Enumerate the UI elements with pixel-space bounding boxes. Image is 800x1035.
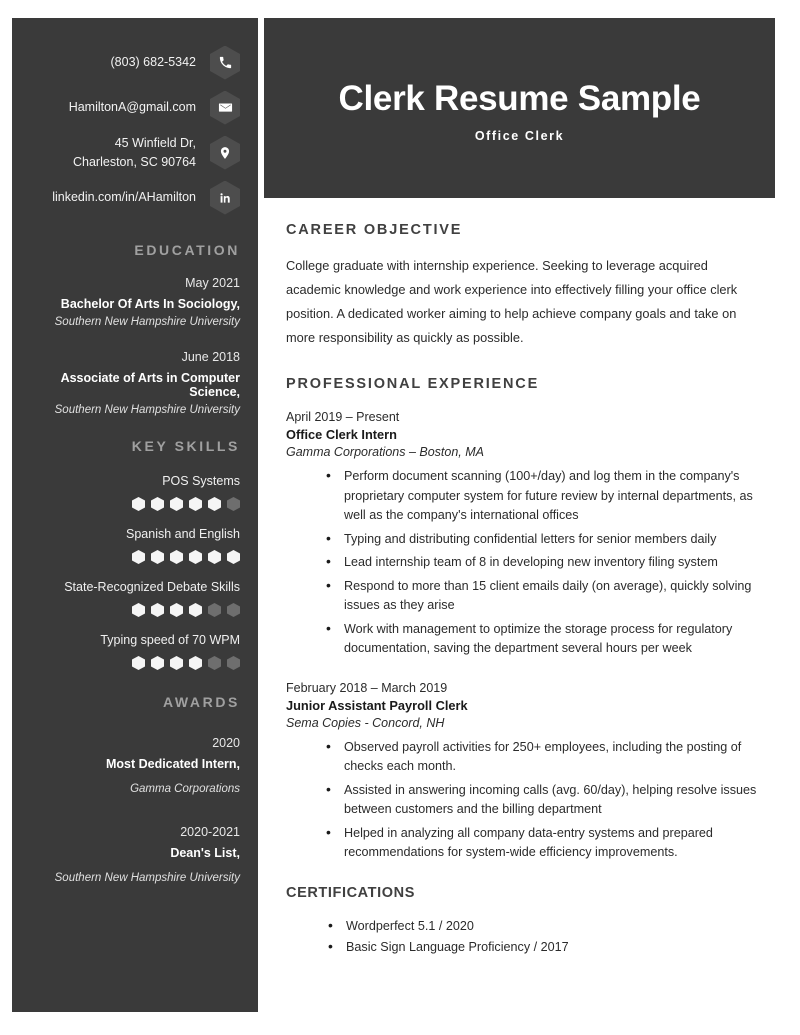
skill-item (12, 474, 258, 511)
skill-rating (22, 497, 240, 511)
skill-label: POS Systems (162, 474, 240, 488)
job-bullets (286, 467, 763, 659)
education-date: June 2018 (181, 350, 240, 364)
sidebar (12, 18, 258, 1012)
section-heading-career-objective: CAREER OBJECTIVE (286, 222, 463, 238)
job-title: Junior Assistant Payroll Clerk (286, 697, 468, 713)
education-degree: Associate of Arts in Computer Science, (60, 371, 240, 399)
contact-row-email (12, 85, 258, 130)
contact-row-address (12, 130, 258, 175)
rating-dot-empty (208, 656, 221, 670)
education-item (12, 276, 258, 328)
contact-address-text (22, 134, 210, 172)
rating-dot-filled (151, 656, 164, 670)
education-item (12, 350, 258, 416)
sidebar-heading-key-skills: KEY SKILLS (131, 438, 240, 454)
education-school: Southern New Hampshire University (54, 404, 240, 416)
certification-list (286, 917, 763, 958)
rating-dot-filled (170, 550, 183, 564)
skill-label: Typing speed of 70 WPM (100, 633, 240, 647)
sidebar-heading-education: EDUCATION (134, 242, 240, 258)
envelope-icon (210, 91, 240, 125)
rating-dot-filled (132, 603, 145, 617)
award-item (12, 825, 258, 884)
award-title: Dean's List, (170, 846, 240, 860)
bullet-item: • Helped in analyzing all company data-entry systems and prepared recommendations for system-wide efficiency improvements. (326, 824, 763, 863)
job-entry (286, 681, 763, 730)
job-title: Office Clerk Intern (286, 427, 397, 442)
award-date: 2020 (212, 736, 240, 750)
rating-dot-filled (132, 497, 145, 511)
contact-row-linkedin[interactable] (12, 175, 258, 220)
contact-list (12, 18, 258, 226)
rating-dot-filled (132, 550, 145, 564)
section-heading-certifications: CERTIFICATIONS (286, 884, 415, 901)
rating-dot-filled (151, 497, 164, 511)
award-org: Gamma Corporations (130, 783, 240, 795)
rating-dot-empty (227, 656, 240, 670)
bullet-item: • Wordperfect 5.1 / 2020 (328, 917, 763, 937)
rating-dot-filled (132, 656, 145, 670)
rating-dot-filled (151, 550, 164, 564)
job-bullets (286, 738, 763, 863)
rating-dot-filled (151, 603, 164, 617)
skill-label: Spanish and English (126, 527, 240, 541)
rating-dot-filled (208, 497, 221, 511)
phone-icon (210, 46, 240, 80)
bullet-item: • Observed payroll activities for 250+ employees, including the posting of checks each month. (326, 738, 763, 777)
bullet-item: • Perform document scanning (100+/day) and log them in the company's proprietary computer system for future review by internal departments, as well as the company's international offices (326, 467, 763, 526)
skill-rating (22, 550, 240, 564)
skill-item (12, 580, 258, 617)
career-objective-text: College graduate with internship experience. Seeking to leverage acquired academic knowledge and work experience into effectively filling your office clerk position. A dedicated worker aiming to help achieve company goals and take on more responsibility as quickly as possible. (286, 258, 738, 345)
contact-email-text (22, 98, 210, 117)
rating-dot-empty (227, 603, 240, 617)
award-date: 2020-2021 (180, 825, 240, 839)
contact-phone-line: (803) 682-5342 (110, 55, 196, 69)
bullet-item: • Respond to more than 15 client emails daily (on average), quickly solving issues as they arise (326, 577, 763, 616)
education-date: May 2021 (185, 276, 240, 290)
skill-item (12, 527, 258, 564)
rating-dot-empty (208, 603, 221, 617)
section-heading-professional-experience: PROFESSIONAL EXPERIENCE (286, 376, 540, 392)
skill-rating (22, 656, 240, 670)
education-school: Southern New Hampshire University (54, 316, 240, 328)
rating-dot-filled (170, 603, 183, 617)
header-banner (264, 18, 775, 198)
bullet-item: • Typing and distributing confidential letters for senior members daily (326, 530, 763, 550)
contact-email-line: HamiltonA@gmail.com (68, 100, 196, 114)
contact-phone-text (22, 53, 210, 72)
job-company: Sema Copies - Concord, NH (286, 715, 445, 730)
linkedin-icon[interactable] (210, 181, 240, 215)
job-date: February 2018 – March 2019 (286, 680, 448, 695)
award-title: Most Dedicated Intern, (105, 757, 240, 771)
rating-dot-filled (189, 550, 202, 564)
job-date: April 2019 – Present (286, 410, 400, 424)
job-company: Gamma Corporations – Boston, MA (286, 445, 484, 459)
job-entry (286, 410, 763, 459)
main-column (264, 18, 775, 960)
skill-rating (22, 603, 240, 617)
contact-address-line2: Charleston, SC 90764 (73, 154, 196, 169)
location-pin-icon (210, 136, 240, 170)
bullet-item: • Assisted in answering incoming calls (avg. 60/day), helping resolve issues between customers and the billing department (326, 781, 763, 820)
rating-dot-filled (208, 550, 221, 564)
rating-dot-filled (227, 550, 240, 564)
main-body (264, 198, 775, 958)
certifications-section (286, 885, 763, 958)
education-degree: Bachelor Of Arts In Sociology, (60, 297, 240, 311)
bullet-item: • Basic Sign Language Proficiency / 2017 (328, 938, 763, 958)
rating-dot-filled (189, 497, 202, 511)
contact-linkedin-text (22, 188, 210, 207)
sidebar-heading-awards: AWARDS (162, 694, 240, 710)
award-org: Southern New Hampshire University (54, 872, 240, 884)
contact-linkedin-line: linkedin.com/in/AHamilton (52, 190, 196, 204)
contact-address-line1: 45 Winfield Dr, (114, 135, 196, 150)
contact-row-phone (12, 40, 258, 85)
skill-item (12, 633, 258, 670)
page-title: Clerk Resume Sample (338, 78, 701, 118)
bullet-item: • Work with management to optimize the storage process for regulatory documentation, saving the department several hours per week (326, 620, 763, 659)
page-subtitle: Office Clerk (474, 128, 565, 143)
skill-label: State-Recognized Debate Skills (64, 580, 240, 594)
award-item (12, 736, 258, 795)
rating-dot-filled (170, 497, 183, 511)
rating-dot-filled (189, 603, 202, 617)
rating-dot-filled (170, 656, 183, 670)
rating-dot-empty (227, 497, 240, 511)
bullet-item: • Lead internship team of 8 in developing new inventory filing system (326, 553, 763, 573)
rating-dot-filled (189, 656, 202, 670)
